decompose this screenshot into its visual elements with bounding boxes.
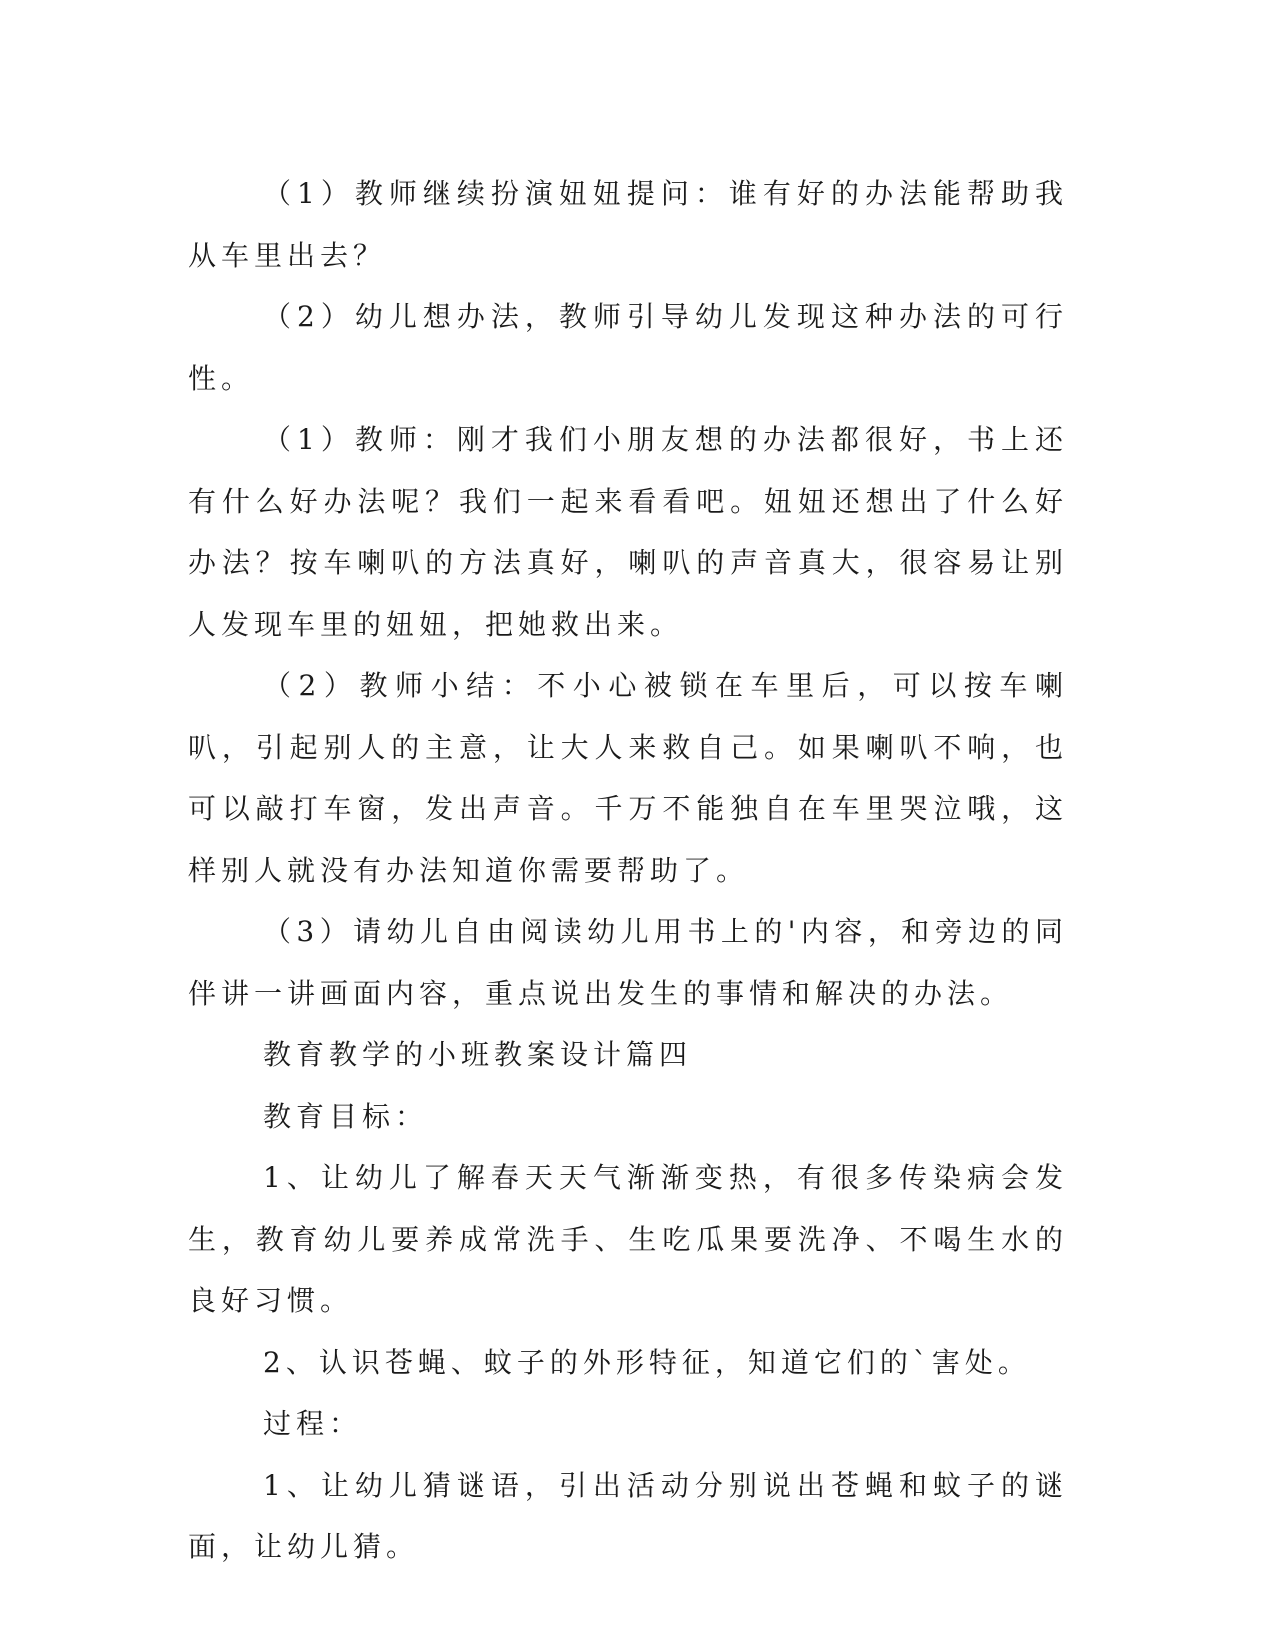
paragraph: （2）教师小结：不小心被锁在车里后，可以按车喇叭，引起别人的主意，让大人来救自己。如果喇叭不响，也可以敲打车窗，发出声音。千万不能独自在车里哭泣哦，这样别人就没有办法知道你需要帮助了。 [188, 669, 1068, 887]
paragraph: （1）教师继续扮演妞妞提问：谁有好的办法能帮助我从车里出去？ [188, 177, 1068, 272]
paragraph: 教育目标： [263, 1099, 429, 1133]
paragraph: 1、让幼儿猜谜语，引出活动分别说出苍蝇和蚊子的谜面，让幼儿猜。 [188, 1468, 1068, 1563]
paragraph: （3）请幼儿自由阅读幼儿用书上的'内容，和旁边的同伴讲一讲画面内容，重点说出发生的事情和解决的办法。 [188, 915, 1068, 1010]
document-body [188, 163, 1068, 1578]
paragraph: 1、让幼儿了解春天天气渐渐变热，有很多传染病会发生，教育幼儿要养成常洗手、生吃瓜果要洗净、不喝生水的良好习惯。 [188, 1161, 1068, 1317]
paragraph: （1）教师：刚才我们小朋友想的办法都很好，书上还有什么好办法呢？我们一起来看看吧。妞妞还想出了什么好办法？按车喇叭的方法真好，喇叭的声音真大，很容易让别人发现车里的妞妞，把她救出来。 [188, 423, 1068, 641]
paragraph: 过程： [263, 1407, 363, 1440]
section-heading: 教育教学的小班教案设计篇四 [263, 1038, 693, 1071]
paragraph: （2）幼儿想办法，教师引导幼儿发现这种办法的可行性。 [188, 300, 1068, 395]
paragraph: 2、认识苍蝇、蚊子的外形特征，知道它们的`害处。 [263, 1345, 1031, 1379]
